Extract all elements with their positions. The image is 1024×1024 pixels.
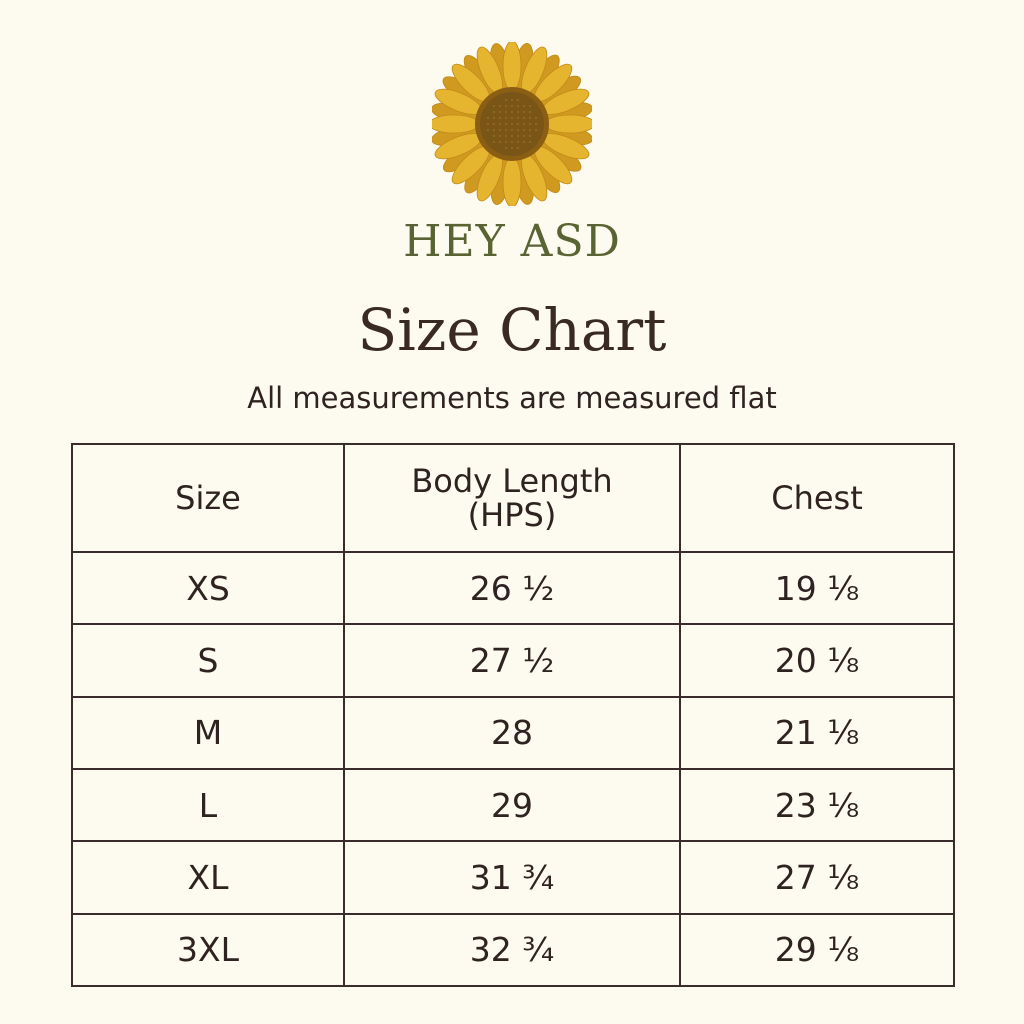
sunflower-seed	[499, 105, 501, 107]
cell-size: L	[72, 769, 344, 841]
sunflower-seed	[529, 129, 531, 131]
sunflower-seed	[517, 141, 519, 143]
sunflower-seed	[511, 123, 513, 125]
cell-size: M	[72, 697, 344, 769]
sunflower-seed	[535, 117, 537, 119]
sunflower-seed	[523, 117, 525, 119]
sunflower-seed	[511, 129, 513, 131]
header-body-length-line2: (HPS)	[467, 496, 557, 534]
sunflower-seed	[505, 147, 507, 149]
sunflower-seed	[511, 99, 513, 101]
sunflower-seed	[499, 135, 501, 137]
sunflower-seed	[499, 141, 501, 143]
sunflower-seed	[505, 99, 507, 101]
sunflower-seed	[505, 129, 507, 131]
sunflower-seed	[493, 111, 495, 113]
sunflower-seed	[517, 117, 519, 119]
cell-size: XS	[72, 552, 344, 624]
sunflower-seed	[529, 117, 531, 119]
sunflower-seed	[505, 123, 507, 125]
table-header-row	[72, 444, 954, 552]
page-subtitle: All measurements are measured flat	[247, 381, 777, 415]
sunflower-seed	[511, 111, 513, 113]
sunflower-seed	[499, 129, 501, 131]
sunflower-seed	[505, 111, 507, 113]
cell-size: XL	[72, 841, 344, 913]
sunflower-seed	[511, 141, 513, 143]
sunflower-seed	[523, 141, 525, 143]
sunflower-seed	[517, 105, 519, 107]
page-title: Size Chart	[357, 296, 667, 364]
sunflower-icon	[432, 42, 592, 206]
cell-size: 3XL	[72, 914, 344, 986]
sunflower-seed	[523, 129, 525, 131]
header-size: Size	[72, 444, 344, 552]
sunflower-seed	[511, 147, 513, 149]
sunflower-seed	[517, 111, 519, 113]
cell-size: S	[72, 624, 344, 696]
sunflower-seed	[505, 105, 507, 107]
sunflower-petal	[545, 115, 592, 133]
cell-chest: 27 ⅛	[680, 841, 954, 913]
sunflower-seed	[517, 147, 519, 149]
sunflower-seed	[511, 117, 513, 119]
table-row	[72, 769, 954, 841]
cell-body-length: 31 ¾	[344, 841, 680, 913]
brand-name: HEY ASD	[403, 216, 621, 267]
cell-body-length: 29	[344, 769, 680, 841]
sunflower-seed	[493, 123, 495, 125]
cell-body-length: 28	[344, 697, 680, 769]
sunflower-seed	[499, 111, 501, 113]
sunflower-seed	[487, 129, 489, 131]
header-body-length	[344, 444, 680, 552]
sunflower-seed	[493, 141, 495, 143]
sunflower-seed	[517, 129, 519, 131]
cell-chest: 21 ⅛	[680, 697, 954, 769]
table-row	[72, 841, 954, 913]
sunflower-seed	[493, 105, 495, 107]
header-chest: Chest	[680, 444, 954, 552]
sunflower-seed	[511, 135, 513, 137]
sunflower-seed	[493, 135, 495, 137]
sunflower-seed	[529, 123, 531, 125]
sunflower-seed	[535, 129, 537, 131]
cell-chest: 29 ⅛	[680, 914, 954, 986]
sunflower-petal	[503, 157, 521, 206]
sunflower-logo	[432, 42, 592, 206]
sunflower-seed	[517, 99, 519, 101]
sunflower-seed	[487, 117, 489, 119]
sunflower-seed	[511, 105, 513, 107]
sunflower-seed	[535, 123, 537, 125]
sunflower-seed	[505, 135, 507, 137]
sunflower-seed	[499, 123, 501, 125]
cell-chest: 23 ⅛	[680, 769, 954, 841]
sunflower-seed	[517, 123, 519, 125]
sunflower-seed	[529, 105, 531, 107]
size-table	[71, 443, 955, 987]
sunflower-seed	[529, 135, 531, 137]
sunflower-seed	[517, 135, 519, 137]
header-body-length-line1: Body Length	[411, 462, 613, 500]
sunflower-petal	[432, 115, 479, 133]
sunflower-seed	[529, 141, 531, 143]
sunflower-seed	[523, 135, 525, 137]
sunflower-seed	[523, 123, 525, 125]
table-row	[72, 624, 954, 696]
cell-body-length: 26 ½	[344, 552, 680, 624]
sunflower-seed	[523, 111, 525, 113]
sunflower-petal	[503, 42, 521, 91]
sunflower-seed	[505, 141, 507, 143]
sunflower-seed	[493, 129, 495, 131]
table-row	[72, 697, 954, 769]
sunflower-seed	[487, 123, 489, 125]
cell-chest: 19 ⅛	[680, 552, 954, 624]
cell-chest: 20 ⅛	[680, 624, 954, 696]
table-row	[72, 552, 954, 624]
sunflower-seed	[523, 105, 525, 107]
sunflower-seed	[505, 117, 507, 119]
sunflower-seed	[529, 111, 531, 113]
table-row	[72, 914, 954, 986]
sunflower-seed	[499, 117, 501, 119]
sunflower-seed	[493, 117, 495, 119]
cell-body-length: 27 ½	[344, 624, 680, 696]
cell-body-length: 32 ¾	[344, 914, 680, 986]
